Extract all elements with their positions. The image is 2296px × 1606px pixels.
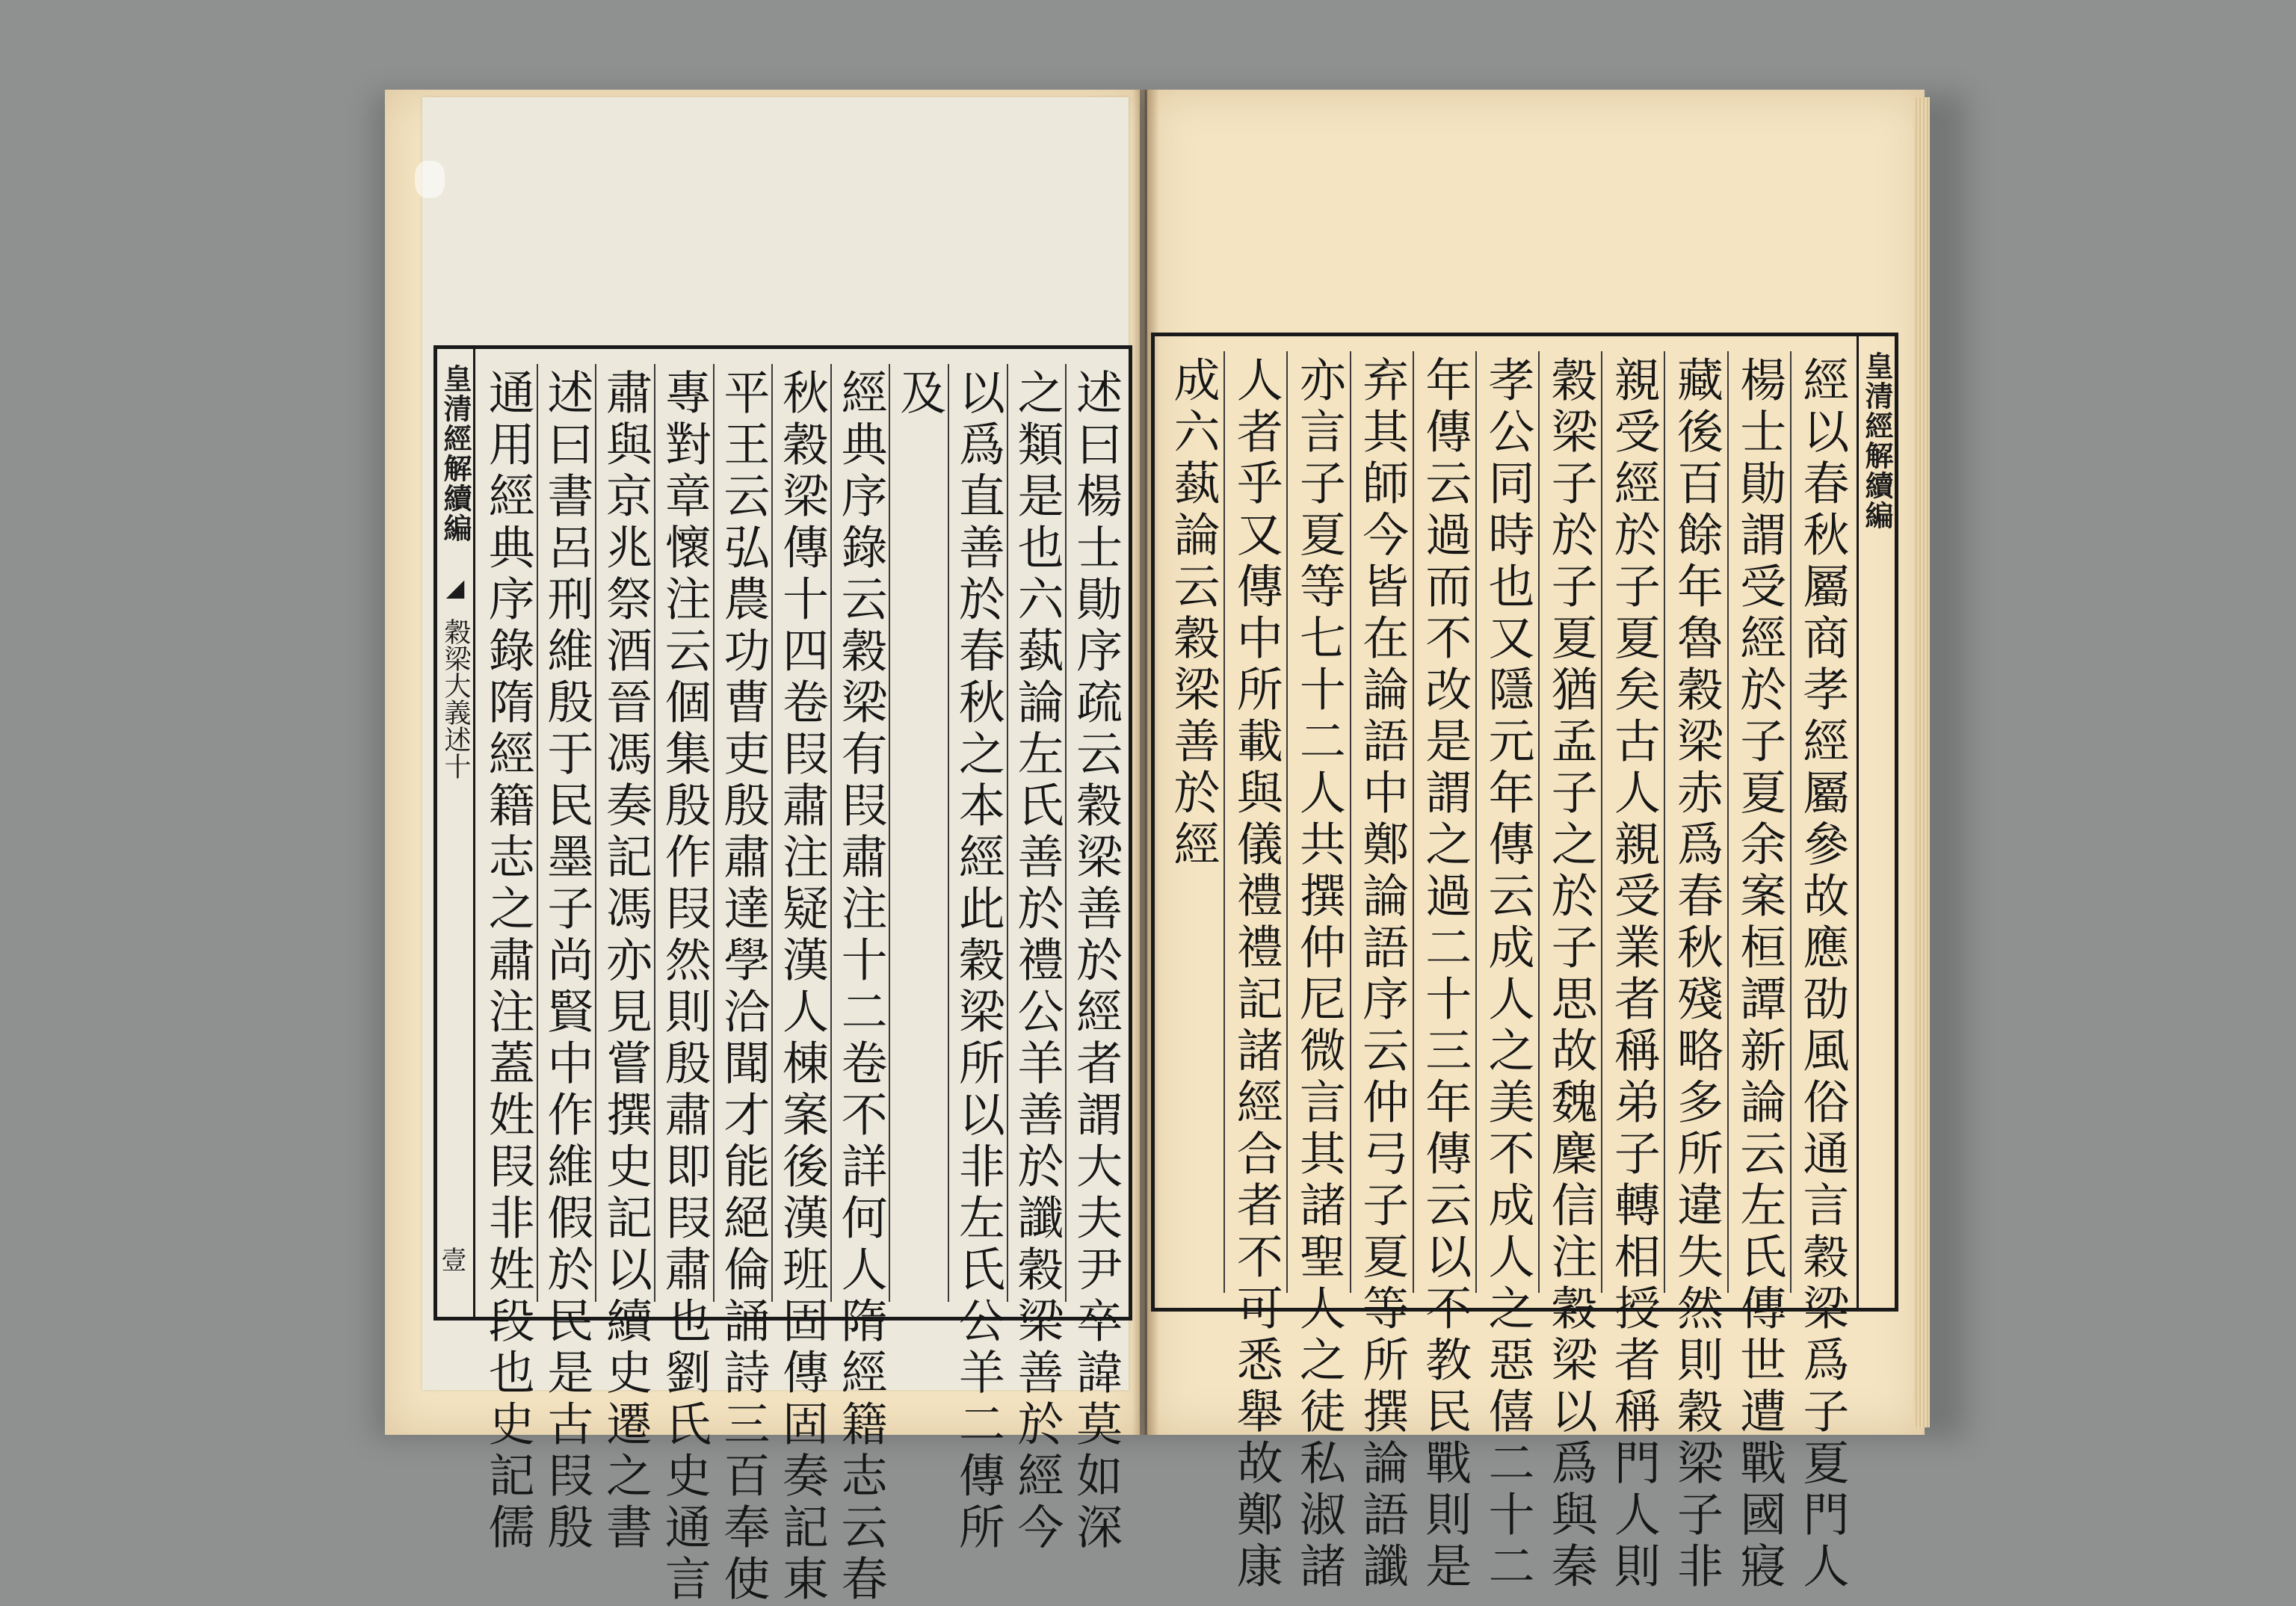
column-text: 平王云弘農功曹吏殷肅達學洽聞才能絕倫誦詩三百奉使 <box>715 368 771 1606</box>
text-column <box>948 364 1007 1554</box>
text-column <box>479 364 537 1554</box>
text-column <box>1475 351 1538 1593</box>
banxin-book-title: 皇清經解續編 <box>439 364 472 543</box>
column-text: 亦言子夏等七十二人共撰仲尼微言其諸聖人之徒私淑諸 <box>1292 356 1347 1593</box>
column-text: 述曰書呂刑維殷于民墨子尚賢中作維假於民是古叚殷 <box>539 368 594 1554</box>
column-text: 以爲直善於春秋之本經此穀梁所以非左氏公羊二傳所 <box>951 368 1006 1554</box>
text-column <box>713 364 772 1606</box>
text-column <box>1162 351 1223 1293</box>
column-text: 孝公同時也又隱元年傳云成人之美不成人之惡僖二十二 <box>1480 356 1535 1593</box>
paper-damage-spot <box>415 161 445 198</box>
left-text-frame <box>433 345 1132 1606</box>
column-text: 藏後百餘年魯穀梁赤爲春秋殘略多所違失然則穀梁子非 <box>1669 356 1724 1593</box>
column-text: 楊士勛謂受經於子夏余案桓譚新論云左氏傳世遭戰國寢 <box>1732 356 1787 1593</box>
text-column <box>1007 364 1066 1554</box>
page-edges <box>1913 97 1930 1427</box>
fishtail-mark-icon: ◢ <box>445 573 465 602</box>
column-text: 述曰楊士勛序疏云穀梁善於經者謂大夫尹卒諱莫如深 <box>1068 368 1123 1554</box>
column-text: 及 <box>892 368 947 420</box>
column-text: 人者乎又傳中所載與儀禮禮記諸經合者不可悉舉故鄭康 <box>1229 356 1284 1593</box>
text-column <box>889 364 948 1302</box>
text-column <box>1413 351 1475 1593</box>
column-text: 年傳云過而不改是謂之過二十三年傳云以不教民戰則是 <box>1417 356 1472 1593</box>
banxin-chapter-title: 穀梁大義述十 <box>440 618 471 779</box>
column-text: 成六蓺論云穀梁善於經 <box>1166 356 1221 871</box>
text-column <box>595 364 654 1554</box>
column-text: 之類是也六蓺論左氏善於禮公羊善於讖穀梁善於經今 <box>1010 368 1065 1554</box>
banxin-book-title-right: 皇清經解續編 <box>1860 351 1894 531</box>
text-column <box>654 364 713 1606</box>
text-column <box>1727 351 1790 1593</box>
column-text: 經以春秋屬商孝經屬參故應劭風俗通言穀梁爲子夏門人 <box>1794 356 1850 1593</box>
column-text: 專對章懷注云個集殷作叚然則殷肅即叚肅也劉氏史通言 <box>657 368 712 1606</box>
column-text: 肅與京兆祭酒晉馮奏記馮亦見嘗撰史記以續史遷之書 <box>598 368 653 1554</box>
column-text: 秋穀梁傳十四卷叚肅注疑漢人棟案後漢班固傳固奏記東 <box>774 368 830 1606</box>
column-text: 弃其師今皆在論語中鄭論語序云仲弓子夏等所撰論語讖 <box>1354 356 1410 1593</box>
left-text-columns <box>479 364 1124 1606</box>
text-column <box>1065 364 1124 1554</box>
right-text-frame <box>1151 333 1898 1593</box>
column-text: 親受經於子夏矣古人親受業者稱弟子轉相授者稱門人則 <box>1606 356 1661 1593</box>
column-text: 經典序錄云穀梁有叚肅注十二卷不詳何人隋經籍志云春 <box>833 368 889 1606</box>
text-column <box>1538 351 1601 1593</box>
text-column <box>1350 351 1413 1593</box>
text-column <box>1601 351 1664 1593</box>
text-column <box>537 364 596 1554</box>
column-text: 穀梁子於子夏猶孟子之於子思故魏麇信注穀梁以爲與秦 <box>1543 356 1599 1593</box>
text-column <box>830 364 889 1606</box>
text-column <box>771 364 830 1606</box>
text-column <box>1286 351 1349 1593</box>
text-column <box>1790 351 1853 1593</box>
column-text: 通用經典序錄隋經籍志之肅注蓋姓叚非姓段也史記儒 <box>481 368 536 1554</box>
text-column <box>1664 351 1726 1593</box>
show-through-ink <box>1203 688 1263 735</box>
right-banxin-margin <box>1857 336 1895 1308</box>
banxin-page-number: 壹 <box>436 1247 466 1272</box>
right-text-columns <box>1162 351 1853 1593</box>
left-banxin-margin <box>437 349 475 1317</box>
text-column <box>1223 351 1286 1593</box>
